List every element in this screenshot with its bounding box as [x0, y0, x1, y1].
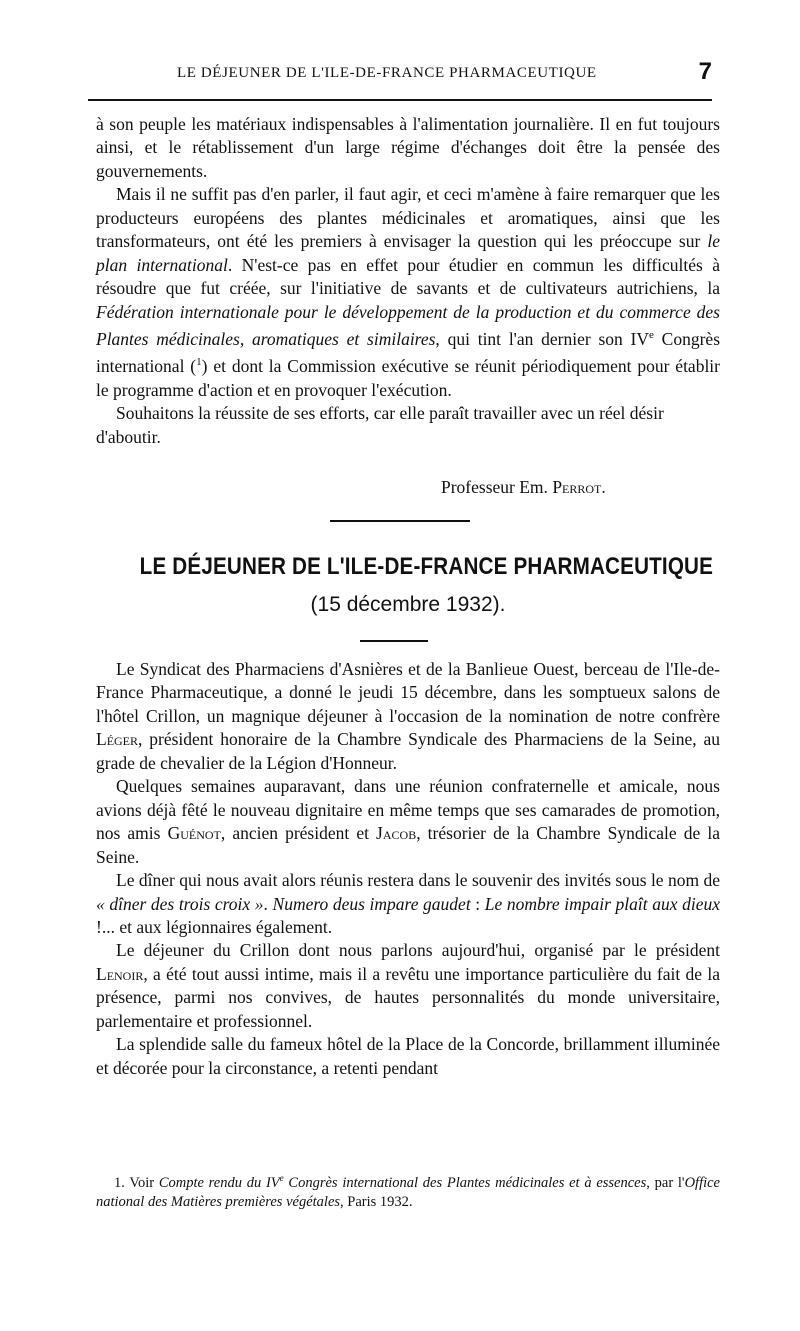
footnote-marker: 1.: [114, 1174, 125, 1191]
person-name: Guénot: [167, 823, 221, 844]
reference-title: [159, 1175, 646, 1191]
text-run: , par l': [646, 1174, 685, 1191]
text-run: , qui tint l'an dernier son IV: [435, 328, 650, 349]
running-title: LE DÉJEUNER DE L'ILE-DE-FRANCE PHARMACEUTIQUE: [177, 65, 597, 81]
text-run: , Paris 1932.: [340, 1194, 413, 1211]
text-run: Le déjeuner du Crillon dont nous parlons aujourd'hui, organisé par le président: [116, 940, 720, 961]
text-run: , a été tout aussi intime, mais il a revêtu une importance particulière du fait de la présence, parmi nos convives, de hautes personnalités du monde universitaire, parlementaire et professionnel.: [96, 963, 720, 1031]
text-run: .: [263, 893, 273, 914]
header-rule: [88, 99, 712, 101]
text-run: , président honoraire de la Chambre Syndicale des Pharmaciens de la Seine, au grade de chevalier de la Légion d'Honneur.: [96, 729, 720, 773]
article-title: LE DÉJEUNER DE L'ILE-DE-FRANCE PHARMACEUTIQUE: [139, 553, 714, 580]
text-run: , trésorier de la Chambre Syndicale de la Seine.: [96, 823, 720, 867]
footnote: [96, 1169, 720, 1213]
publisher-name: Office national des Matières premières végétales: [96, 1174, 720, 1211]
paragraph: La splendide salle du fameux hôtel de la Place de la Concorde, brillamment illuminée et décorée pour la circonstance, a retenti pendant: [96, 1034, 720, 1078]
signature-text: [441, 476, 606, 499]
article-date: (15 décembre 1932).: [310, 593, 506, 616]
text-run: :: [470, 893, 485, 914]
paragraph: [96, 869, 720, 939]
text-run: Mais il ne suffit pas d'en parler, il faut agir, et ceci m'amène à faire remarquer que les producteurs européens des plantes médicinales et aromatiques, ainsi que les transformateurs, ont été les premiers à envisager la question qui les préoccupe sur: [96, 184, 720, 252]
previous-article-body: [96, 113, 720, 449]
footnote-reference: 1: [196, 356, 202, 369]
person-name: Lenoir: [96, 963, 144, 984]
running-head: [0, 58, 800, 88]
signature-prefix: Professeur Em.: [441, 477, 553, 497]
text-run: Compte rendu du IV: [158, 1174, 280, 1191]
author-name: Perrot.: [552, 477, 606, 497]
translation: Le nombre impair plaît aux dieux: [484, 893, 721, 914]
superscript: e: [279, 1173, 284, 1183]
text-run: . N'est-ce pas en effet pour étudier en commun les difficultés à résoudre que fut créée, sur l'initiative de savants et de cultivateurs autrichiens, la: [96, 254, 720, 299]
organization-name: Fédération internationale pour le développement de la production et du commerce des Plantes médicinales, aromatiques et similaires: [96, 301, 720, 349]
quotation: « dîner des trois croix »: [96, 893, 264, 914]
title-divider: [360, 640, 428, 642]
person-name: Jacob: [376, 823, 417, 844]
text-run: ) et dont la Commission exécutive se réunit périodiquement pour établir le programme d'action et en provoquer l'exécution.: [96, 356, 720, 400]
latin-quote: Numero deus impare gaudet: [272, 893, 471, 914]
superscript: e: [649, 329, 654, 342]
paragraph: [96, 658, 720, 775]
text-run: Congrès international des Plantes médicinales et à essences: [283, 1174, 647, 1191]
section-divider: [330, 520, 470, 522]
text-run: !... et aux légionnaires également.: [96, 916, 333, 937]
text-run: Voir: [124, 1174, 159, 1191]
text-run: Quelques semaines auparavant, dans une réunion confraternelle et amicale, nous avions déjà fêté le nouveau dignitaire en même temps que ses camarades de promotion, nos amis: [96, 776, 720, 844]
paragraph: [96, 775, 720, 869]
text-run: Congrès international (: [96, 328, 721, 377]
person-name: Léger: [96, 729, 139, 750]
paragraph: [96, 183, 720, 402]
paragraph: [96, 939, 720, 1033]
paragraph: à son peuple les matériaux indispensables à l'alimentation journalière. Il en fut toujours ainsi, et le rétablissement d'un large régime d'échanges doit être la pensée des gouvernements.: [96, 114, 720, 181]
text-run: , ancien président et: [220, 823, 377, 844]
paragraph: Souhaitons la réussite de ses efforts, car elle paraît travailler avec un réel désir d'aboutir.: [96, 403, 664, 447]
text-run: Le dîner qui nous avait alors réunis restera dans le souvenir des invités sous le nom de: [116, 870, 720, 891]
emphasis: le plan international: [96, 231, 720, 275]
page-number: 7: [698, 58, 712, 85]
article-body: [96, 658, 720, 1080]
text-run: Le Syndicat des Pharmaciens d'Asnières et de la Banlieue Ouest, berceau de l'Ile-de-France Pharmaceutique, a donné le jeudi 15 décembre, dans les somptueux salons de l'hôtel Crillon, un magnique déjeuner à l'occasion de la nomination de notre confrère: [96, 659, 720, 726]
